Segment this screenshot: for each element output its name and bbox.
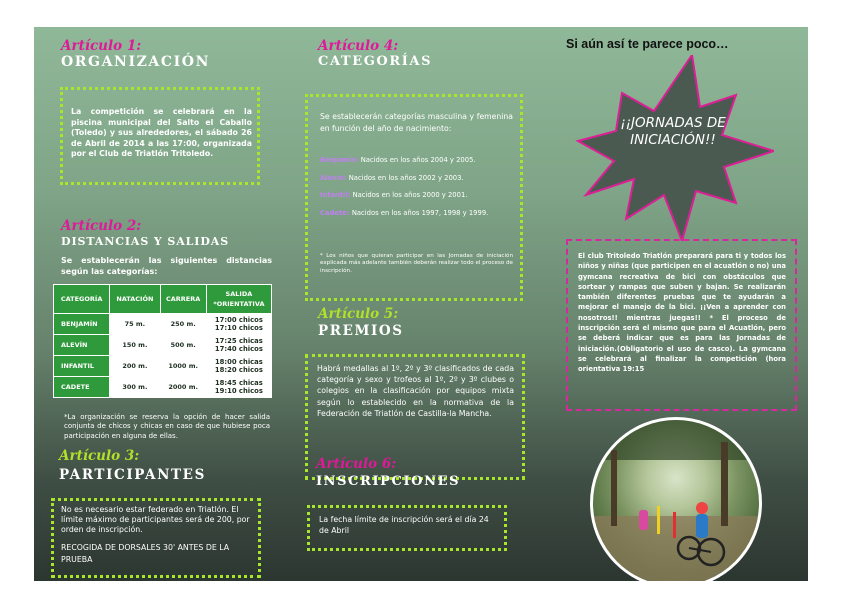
art2-intro: Se establecerán las siguientes distancias según las categorías: xyxy=(61,256,272,276)
category-text: Nacidos en los años 2000 y 2001. xyxy=(352,191,468,199)
starburst-line-1: ¡¡JORNADAS DE xyxy=(620,115,726,131)
cell-salida xyxy=(206,377,271,398)
cell-carrera: 250 m. xyxy=(160,314,206,335)
cell-salida-1: 18:45 chicas xyxy=(214,379,263,387)
art2-title: DISTANCIAS Y SALIDAS xyxy=(61,235,230,248)
art2-label: Artículo 2: xyxy=(61,218,142,234)
art4-label: Artículo 4: xyxy=(318,38,399,54)
cell-categoria: BENJAMÍN xyxy=(54,314,110,335)
art3-label: Artículo 3: xyxy=(59,448,140,464)
cell-natacion: 200 m. xyxy=(110,356,160,377)
category-text: Nacidos en los años 2002 y 2003. xyxy=(348,173,464,182)
art6-label: Artículo 6: xyxy=(316,456,397,472)
cell-salida-2: 19:10 chicos xyxy=(214,387,263,395)
table-row xyxy=(54,377,272,398)
art4-note: * Los niños que quieran participar en las Jornadas de iniciación explicada más adelante también deberán realizar todo el proceso de inscripción. xyxy=(320,253,513,274)
cell-salida-2: 17:10 chicos xyxy=(214,324,263,332)
art1-body: La competición se celebrará en la piscina municipal del Salto el Caballo (Toledo) y sus alrededores, el sábado 26 de Abril de 2014 a las 17:00, organizada por el Club de Triatlón Tritoledo. xyxy=(71,107,252,158)
cell-salida-2: 17:40 chicos xyxy=(214,345,263,353)
brochure-sheet xyxy=(34,27,808,581)
cell-carrera: 500 m. xyxy=(160,335,206,356)
table-row xyxy=(54,335,272,356)
th-natacion: NATACIÓN xyxy=(110,285,160,314)
distances-table xyxy=(53,284,272,398)
cell-categoria: INFANTIL xyxy=(54,356,110,377)
cell-categoria: CADETE xyxy=(54,377,110,398)
cell-salida-1: 18:00 chicas xyxy=(214,358,263,366)
list-item xyxy=(320,205,515,223)
starburst-line-2: INICIACIÓN!! xyxy=(630,132,716,148)
category-name: Benjamín: xyxy=(320,156,359,164)
col3-body: El club Tritoledo Triatlón preparará para ti y todos los niños y niñas (que participen en el acuatlón o no) una gymcana recreativa de bici con obstáculos que sortear y rampas que suben y bajan. Se realizarán también diferentes pruebas que te ayudarán a mejorar el manejo de la bici. ¡¡Ven a aprender con nosotros!! mientras juegas!! * El proceso de inscripción será el mismo que para el Acuatlón, pero se deberá indicar que es para las Jornadas de iniciación.(Obligatorio el uso de casco). La gymcana se celebrará al finalizar la competición (hora orientativa 19:15 xyxy=(578,252,786,374)
category-name: Cadete: xyxy=(320,208,350,217)
art5-label: Artículo 5: xyxy=(318,306,399,322)
list-item xyxy=(320,152,515,170)
cell-natacion: 75 m. xyxy=(110,314,160,335)
tree-canopy xyxy=(593,420,759,460)
cell-salida xyxy=(206,335,271,356)
art4-title: CATEGORÍAS xyxy=(318,54,433,69)
art3-p2: RECOGIDA DE DORSALES 30' ANTES DE LA PRUEBA xyxy=(61,543,230,564)
art4-intro: Se establecerán categorías masculina y femenina en función del año de nacimiento: xyxy=(320,112,513,133)
cell-salida-1: 17:00 chicos xyxy=(214,316,263,324)
art1-label: Artículo 1: xyxy=(61,38,142,54)
category-name: Infantil: xyxy=(320,191,351,199)
col3-info-box xyxy=(566,239,797,411)
cell-carrera: 1000 m. xyxy=(160,356,206,377)
cell-salida xyxy=(206,356,271,377)
art1-box xyxy=(60,87,260,185)
list-item xyxy=(320,170,515,188)
starburst-text xyxy=(598,115,748,149)
category-text: Nacidos en los años 2004 y 2005. xyxy=(360,156,476,164)
tree-trunk xyxy=(611,450,617,526)
art3-box xyxy=(51,498,261,578)
th-salida xyxy=(206,285,271,314)
cell-natacion: 300 m. xyxy=(110,377,160,398)
art6-box xyxy=(307,505,507,551)
photo-circle xyxy=(590,417,762,581)
cone-pole xyxy=(657,506,660,534)
cell-salida-2: 18:20 chicos xyxy=(214,366,263,374)
table-header-row xyxy=(54,285,272,314)
art3-title: PARTICIPANTES xyxy=(59,467,206,483)
cell-natacion: 150 m. xyxy=(110,335,160,356)
bike-scene-image xyxy=(593,420,759,581)
category-list xyxy=(320,152,515,222)
rider-helmet xyxy=(696,502,708,514)
th-categoria: CATEGORÍA xyxy=(54,285,110,314)
cone-pole xyxy=(673,512,676,538)
category-text: Nacidos en los años 1997, 1998 y 1999. xyxy=(351,208,489,217)
art2-note: *La organización se reserva la opción de hacer salida conjunta de chicos y chicas en caso de que hubiese poca participación en alguna de ellas. xyxy=(64,413,270,440)
child xyxy=(639,510,648,530)
category-name: Alevín: xyxy=(320,173,347,182)
table-row xyxy=(54,356,272,377)
tree-trunk xyxy=(721,442,728,526)
cell-salida-1: 17:25 chicas xyxy=(214,337,263,345)
rider xyxy=(696,514,708,538)
art6-body: La fecha límite de inscripción será el día 24 de Abril xyxy=(319,515,489,535)
col3-heading: Si aún así te parece poco… xyxy=(566,37,729,51)
th-salida-line2: *ORIENTATIVA xyxy=(213,300,265,308)
art6-title: INSCRIPCIONES xyxy=(316,474,461,489)
th-salida-line1: SALIDA xyxy=(225,290,253,298)
art4-box xyxy=(305,94,523,301)
art5-body: Habrá medallas al 1º, 2º y 3º clasificados de cada categoría y sexo y trofeos al 1º, 2º y 3º clubes o colegios en la clasificación por equipos mixta según lo establecido en la normativa de la Federación de Triatlón de Castilla-la Mancha. xyxy=(317,364,514,418)
th-carrera: CARRERA xyxy=(160,285,206,314)
cell-salida xyxy=(206,314,271,335)
art1-title: ORGANIZACIÓN xyxy=(61,54,210,70)
table-row xyxy=(54,314,272,335)
list-item xyxy=(320,187,515,205)
art5-title: PREMIOS xyxy=(318,323,404,339)
cell-carrera: 2000 m. xyxy=(160,377,206,398)
art3-p1: No es necesario estar federado en Triatlón. El límite máximo de participantes será de 200, por orden de inscripción. xyxy=(61,505,250,535)
cell-categoria: ALEVÍN xyxy=(54,335,110,356)
